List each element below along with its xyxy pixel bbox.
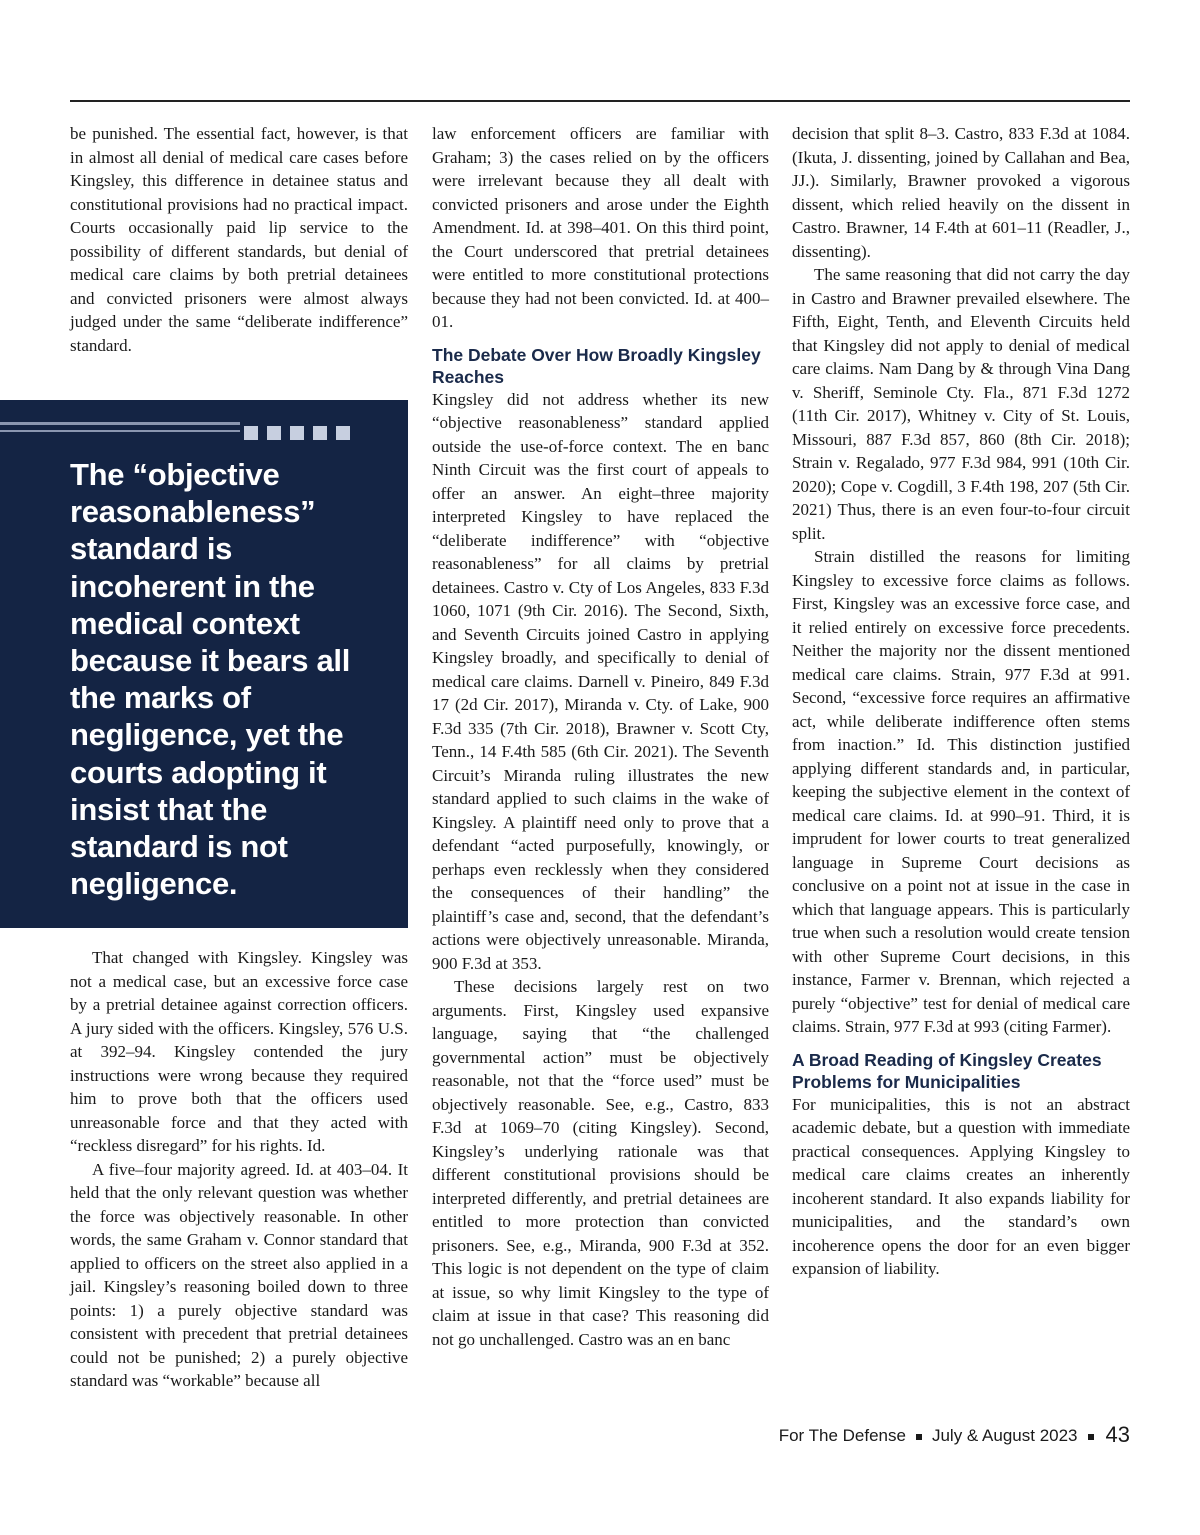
paragraph: decision that split 8–3. Castro, 833 F.3d at 1084. (Ikuta, J. dissenting, joined by Callahan and Bea, JJ.). Similarly, Brawner provoked a vigorous dissent, which relied heavily on the dissent in Castro. Brawner, 14 F.4th at 601–11 (Readler, J., dissenting). (792, 124, 1130, 261)
paragraph: Kingsley did not address whether its new “objective reasonableness” standard applied outside the use-of-force context. The en banc Ninth Circuit was the first court of appeals to offer an answer. An eight–three majority interpreted Kingsley to have replaced the “deliberate indifference” with “objective reasonableness” for all claims by pretrial detainees. Castro v. Cty of Los Angeles, 833 F.3d 1060, 1071 (9th Cir. 2016). The Second, Sixth, and Seventh Circuits joined Castro in applying Kingsley broadly, and specifically to denial of medical care claims. Darnell v. Pineiro, 849 F.3d 17 (2d Cir. 2017), Miranda v. Cty. of Lake, 900 F.3d 335 (7th Cir. 2018), Brawner v. Scott Cty, Tenn., 14 F.4th 585 (6th Cir. 2021). The Seventh Circuit’s Miranda ruling illustrates the new standard applied to such claims in the wake of Kingsley. A plaintiff need only to prove that a defendant “acted purposefully, knowingly, or perhaps even recklessly when they considered the consequences of their handling” the plaintiff’s case and, second, that the defendant’s actions were objectively unreasonable. Miranda, 900 F.3d at 353. (432, 389, 769, 973)
paragraph: A five–four majority agreed. Id. at 403–04. It held that the only relevant question was whether the force was objectively reasonable. In other words, the same Graham v. Connor standard that applied to officers on the street also applied in a jail. Kingsley’s reasoning boiled down to three points: 1) a purely objective standard was consistent with precedent that pretrial detainees could not be punished; 2) a purely objective standard was “workable” because all (70, 1159, 408, 1390)
decorative-square (244, 426, 258, 440)
paragraph: The same reasoning that did not carry the day in Castro and Brawner prevailed elsewhere. The Fifth, Eight, Tenth, and Eleventh Circuits held that Kingsley did not apply to denial of medical care claims. Nam Dang by & through Vina Dang v. Sheriff, Seminole Cty. Fla., 871 F.3d 1272 (11th Cir. 2017), Whitney v. City of St. Louis, Missouri, 887 F.3d 857, 860 (8th Cir. 2018); Strain v. Regalado, 977 F.3d 984, 991 (10th Cir. 2020); Cope v. Cogdill, 3 F.4th 198, 207 (5th Cir. 2021) Thus, there is an even four-to-four circuit split. (792, 265, 1130, 543)
paragraph: That changed with Kingsley. Kingsley was not a medical case, but an excessive force case by a pretrial detainee against correction officers. A jury sided with the officers. Kingsley, 576 U.S. at 392–94. Kingsley contended the jury instructions were wrong because they required him to prove both that the officers used unreasonable force and that they acted with “reckless disregard” for his rights. Id. (70, 948, 408, 1155)
paragraph: Strain distilled the reasons for limiting Kingsley to excessive force claims as follows. First, Kingsley was an excessive force case, and it relied entirely on excessive force precedents. Neither the majority nor the dissent mentioned medical care claims. Strain, 977 F.3d at 991. Second, “excessive force requires an affirmative act, while deliberate indifference often stems from inaction.” Id. This distinction justified applying different standards and, in particular, keeping the subjective element in the context of medical care claims. Id. at 990–91. Third, it is imprudent for lower courts to treat generalized language in Supreme Court decisions as conclusive on a point not at issue in the case in which that language appears. This is particularly true when such a resolution would create tension with other Supreme Court decisions, in this instance, Farmer v. Brennan, which rejected a purely “objective” test for denial of medical care claims. Strain, 977 F.3d at 993 (citing Farmer). (792, 547, 1130, 1036)
decorative-square (336, 426, 350, 440)
column-2 (432, 122, 769, 1351)
bullet-separator (1088, 1434, 1094, 1440)
pull-quote-text: The “objective reasonableness” standard is incoherent in the medical context because it bears all the marks of negligence, yet the courts adopting it insist that the standard is not negligence. (70, 457, 351, 902)
section-heading: The Debate Over How Broadly Kingsley Reaches (432, 344, 761, 387)
paragraph: For municipalities, this is not an abstract academic debate, but a question with immediate practical consequences. Applying Kingsley to medical care claims creates an inherently incoherent standard. It also expands liability for municipalities, and the standard’s own incoherence opens the door for an even bigger expansion of liability. (792, 1094, 1130, 1278)
column-1-bottom (70, 946, 408, 1393)
decorative-line (0, 422, 240, 425)
page-footer (779, 1422, 1130, 1448)
decorative-square (290, 426, 304, 440)
paragraph: These decisions largely rest on two arguments. First, Kingsley used expansive language, saying that “the challenged governmental action” must be objectively reasonable, not that the “force used” must be objectively reasonable. See, e.g., Castro, 833 F.3d at 1069–70 (citing Kingsley). Second, Kingsley’s underlying rationale was that different constitutional provisions should be interpreted differently, and pretrial detainees are entitled to more protection than convicted prisoners. See, e.g., Miranda, 900 F.3d at 352. This logic is not dependent on the type of claim at issue, so why limit Kingsley to the type of claim at issue in that case? This reasoning did not go unchallenged. Castro was an en banc (432, 977, 769, 1349)
pull-quote-box (0, 400, 408, 928)
section-heading: A Broad Reading of Kingsley Creates Problems for Municipalities (792, 1049, 1102, 1092)
paragraph: be punished. The essential fact, however, is that in almost all denial of medical care cases before Kingsley, this difference in detainee status and constitutional provisions had no practical impact. Courts occasionally paid lip service to the possibility of different standards, but denial of medical care claims by both pretrial detainees and convicted prisoners were almost always judged under the same “deliberate indifference” standard. (70, 124, 408, 355)
publication-name: For The Defense (778, 1426, 906, 1445)
column-3 (792, 122, 1130, 1281)
paragraph: law enforcement officers are familiar with Graham; 3) the cases relied on by the officers were irrelevant because they all dealt with convicted prisoners and arose under the Eighth Amendment. Id. at 398–401. On this third point, the Court underscored that pretrial detainees were entitled to more constitutional protections because they had not been convicted. Id. at 400–01. (432, 124, 769, 331)
decorative-square (267, 426, 281, 440)
decorative-line (0, 430, 240, 432)
decorative-square (313, 426, 327, 440)
page-number: 43 (1105, 1422, 1130, 1447)
bullet-separator (916, 1434, 922, 1440)
column-1-top (70, 122, 408, 357)
top-rule (70, 100, 1130, 102)
issue-date: July & August 2023 (931, 1426, 1078, 1445)
